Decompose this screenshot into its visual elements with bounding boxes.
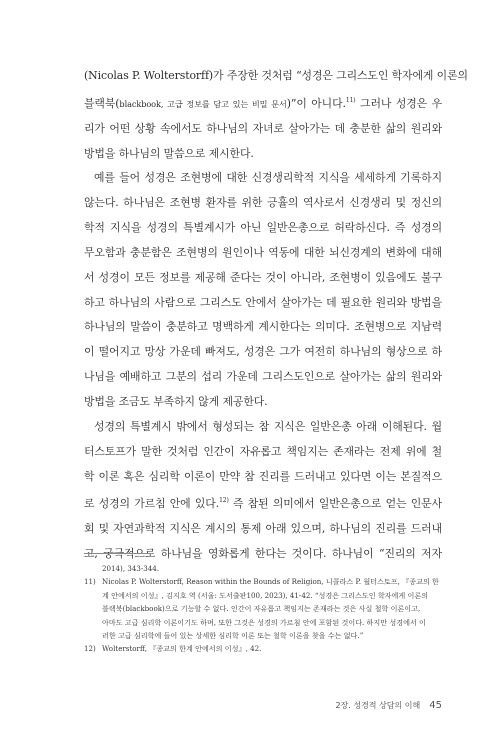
text-run: 학적 지식을 성경의 특별계시가 아닌 일반은총으로 허락하신다. 즉 성경의	[84, 221, 442, 235]
text-run: 나님을 예배하고 그분의 섭리 가운데 그리스도인으로 살아가는 삶의 원리와	[84, 370, 442, 384]
text-line	[84, 117, 442, 142]
text-line	[84, 191, 442, 216]
text-line	[84, 64, 468, 89]
text-run: 터스토프가 말한 것처럼 인간이 자유롭고 책임지는 존재라는 전제 위에 철	[84, 444, 442, 458]
text-run: 방법을 조금도 부족하지 않게 제공한다.	[84, 394, 268, 408]
text-line	[84, 291, 442, 316]
body-text	[84, 64, 468, 567]
text-run: )”이 아니다.	[286, 96, 346, 110]
text-run: 블랙북(	[84, 96, 120, 110]
footnote-12	[84, 642, 446, 655]
text-line	[84, 465, 442, 490]
text-line	[84, 365, 442, 390]
text-run: (Nicolas P. Wolterstorff)가 주장한 것처럼 “성경은 그리스도인 학자에게 이론의	[84, 69, 468, 82]
footnote-continuation: 2014), 343-344.	[102, 564, 160, 573]
text-line	[84, 216, 442, 241]
footnote-line: Wolterstorff, 『종교의 한계 안에서의 이성』, 42.	[102, 644, 262, 654]
chapter-title: 2장. 성경적 상담의 이해	[335, 701, 421, 710]
text-run: 하고 하나님의 사람으로 그리스도 안에서 살아가는 데 필요한 원리와 방법을	[84, 295, 442, 309]
footnote-line: Nicolas P. Wolterstorff, Reason within the Bounds of Religion, 니콜라스 P. 월터스토프, 『종교의 한	[102, 577, 439, 587]
text-run: 회 및 자연과학적 지식은 계시의 통제 아래 있으며, 하나님의 진리를 드러내	[84, 522, 442, 536]
text-run: 이 떨어지고 망상 가운데 빠져도, 성경은 그가 여전히 하나님의 형상으로 하	[84, 345, 442, 359]
footnote-text	[102, 575, 446, 642]
text-line	[84, 340, 442, 365]
footnotes	[84, 562, 446, 656]
text-run: 서 성경이 모든 정보를 제공해 준다는 것이 아니라, 조현병이 있음에도 불구	[84, 270, 442, 284]
text-run: 성경의 특별계시 밖에서 형성되는 참 지식은 일반은총 아래 이해된다. 월	[94, 419, 442, 433]
footnote-number: 12)	[84, 644, 96, 654]
footnote-text	[102, 642, 446, 655]
text-line	[84, 142, 442, 167]
text-line	[84, 489, 442, 517]
page-footer	[335, 700, 442, 711]
text-run: 학 이론 혹은 심리학 이론이 만약 참 진리를 드러내고 있다면 이는 본질적으	[84, 469, 442, 483]
text-line	[84, 517, 442, 542]
text-line	[84, 415, 442, 440]
footnote-line: 계 안에서의 이성』, 김지호 역 (서울: 도서출판100, 2023), 41-42. “성경은 그리스도인 학자에게 이론의	[102, 590, 429, 600]
footnote-ref: 12)	[219, 497, 229, 505]
text-run: 하나님의 말씀이 충분하고 명백하게 계시한다는 의미다. 조현병으로 지남력	[84, 320, 442, 334]
footnote-line: 블랙북(blackbook)으로 기능할 수 없다. 인간이 자유롭고 책임지는 존재라는 것은 사실 철학 이론이고,	[102, 604, 421, 614]
footnote-ref: 11)	[345, 96, 356, 104]
text-run: 리가 어떤 상황 속에서도 하나님의 자녀로 살아가는 데 충분한 삶의 원리와	[84, 121, 442, 135]
text-run: 예를 들어 성경은 조현병에 대한 신경생리학적 지식을 세세하게 기록하지	[94, 171, 442, 185]
footnote-line: 아마도 고급 심리학 이론이기도 하며, 또한 그것은 성경의 가르침 안에 포함된 것이다. 하지만 성경에서 이	[102, 617, 426, 627]
text-run: 로 성경의 가르침 안에 있다.	[84, 497, 220, 511]
text-line	[84, 440, 442, 465]
footnote-number: 11)	[84, 577, 96, 587]
text-run: 즉 참된 의미에서 일반은총으로 얻는 인문사	[228, 497, 442, 511]
page-number: 45	[429, 700, 442, 711]
text-line	[84, 166, 442, 191]
footnote-divider	[84, 553, 150, 554]
text-line	[84, 241, 442, 266]
text-run: 그러나 성경은 우	[355, 96, 442, 110]
text-run: 않는다. 하나님은 조현병 환자를 위한 긍휼의 역사로서 신경생리 및 정신의	[84, 196, 442, 210]
inline-gloss: blackbook, 고급 정보를 담고 있는 비밀 문서	[119, 98, 287, 109]
text-line	[84, 266, 442, 291]
text-run: 무오함과 충분함은 조현병의 원인이나 역동에 대한 뇌신경계의 변화에 대해	[84, 245, 442, 259]
text-line	[84, 315, 442, 340]
footnote-line: 러한 고급 심리학에 들어 있는 상세한 심리학 이론 또는 철학 이론을 찾을 수는 없다.”	[102, 631, 364, 641]
text-run: 방법을 하나님의 말씀으로 제시한다.	[84, 146, 254, 160]
text-run: 고, 궁극적으로 하나님을 영화롭게 한다는 것이다. 하나님이 “진리의 저자	[84, 547, 442, 561]
text-line	[84, 89, 442, 117]
footnote-11	[84, 575, 446, 642]
text-line	[84, 390, 442, 415]
